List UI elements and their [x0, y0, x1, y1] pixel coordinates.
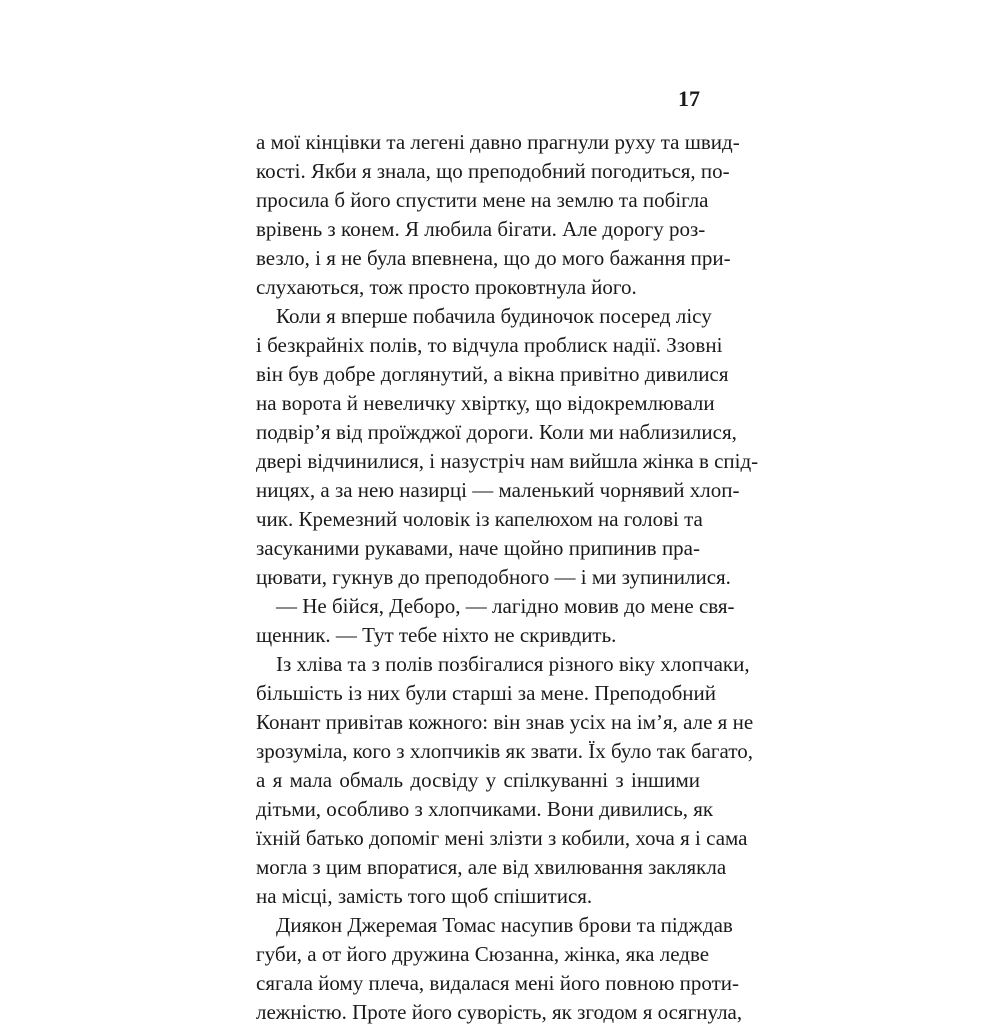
- text-line: на ворота й невеличку хвіртку, що відокремлювали: [256, 391, 715, 415]
- text-line: засуканими рукавами, наче щойно припинив пра-: [256, 536, 700, 560]
- text-line: врівень з конем. Я любила бігати. Але дорогу роз-: [256, 217, 706, 241]
- text-line: Конант привітав кожного: він знав усіх на ім’я, але я не: [256, 710, 754, 734]
- text-line: Диякон Джеремая Томас насупив брови та підждав: [276, 913, 733, 937]
- text-line: слухаються, тож просто проковтнула його.: [256, 275, 637, 299]
- text-line: чик. Кремезний чоловік із капелюхом на голові та: [256, 507, 703, 531]
- text-line: ницях, а за нею назирці — маленький чорнявий хлоп-: [256, 478, 740, 502]
- text-line: — Не бійся, Деборо, — лагідно мовив до мене свя-: [276, 594, 735, 618]
- text-line: щенник. — Тут тебе ніхто не скривдить.: [256, 623, 617, 647]
- text-line: більшість із них були старші за мене. Преподобний: [256, 681, 717, 705]
- text-line: він був добре доглянутий, а вікна привітно дивилися: [256, 362, 729, 386]
- text-line: на місці, замість того щоб спішитися.: [256, 884, 593, 908]
- text-line: а мої кінцівки та легені давно прагнули руху та швид-: [256, 130, 740, 154]
- text-line: Коли я вперше побачила будиночок посеред лісу: [276, 304, 712, 328]
- text-line: дітьми, особливо з хлопчиками. Вони дивились, як: [256, 797, 714, 821]
- text-line: просила б його спустити мене на землю та побігла: [256, 188, 709, 212]
- text-line: Із хліва та з полів позбігалися різного віку хлопчаки,: [276, 652, 750, 676]
- text-line: зрозуміла, кого з хлопчиків як звати. Їх було так багато,: [256, 739, 753, 763]
- text-line: і безкрайніх полів, то відчула проблиск надії. Ззовні: [256, 333, 723, 357]
- text-line: двері відчинилися, і назустріч нам вийшла жінка в спід-: [256, 449, 759, 473]
- page-number: 17: [678, 86, 700, 111]
- text-line: подвір’я від проїжджої дороги. Коли ми наблизилися,: [256, 420, 737, 444]
- body-text: [256, 128, 759, 1027]
- text-line: кості. Якби я знала, що преподобний погодиться, по-: [256, 159, 730, 183]
- text-line: цювати, гукнув до преподобного — і ми зупинилися.: [256, 565, 731, 589]
- text-line: везло, і я не була впевнена, що до мого бажання при-: [256, 246, 731, 270]
- text-line: їхній батько допоміг мені злізти з кобили, хоча я і сама: [256, 826, 748, 850]
- text-line: губи, а от його дружина Сюзанна, жінка, яка ледве: [256, 942, 710, 966]
- text-line: а я мала обмаль досвіду у спілкуванні з іншими: [256, 768, 700, 792]
- text-line: лежністю. Проте його суворість, як згодом я осягнула,: [256, 1000, 743, 1024]
- text-line: могла з цим впоратися, але від хвилювання заклякла: [256, 855, 727, 879]
- text-line: сягала йому плеча, видалася мені його повною проти-: [256, 971, 740, 995]
